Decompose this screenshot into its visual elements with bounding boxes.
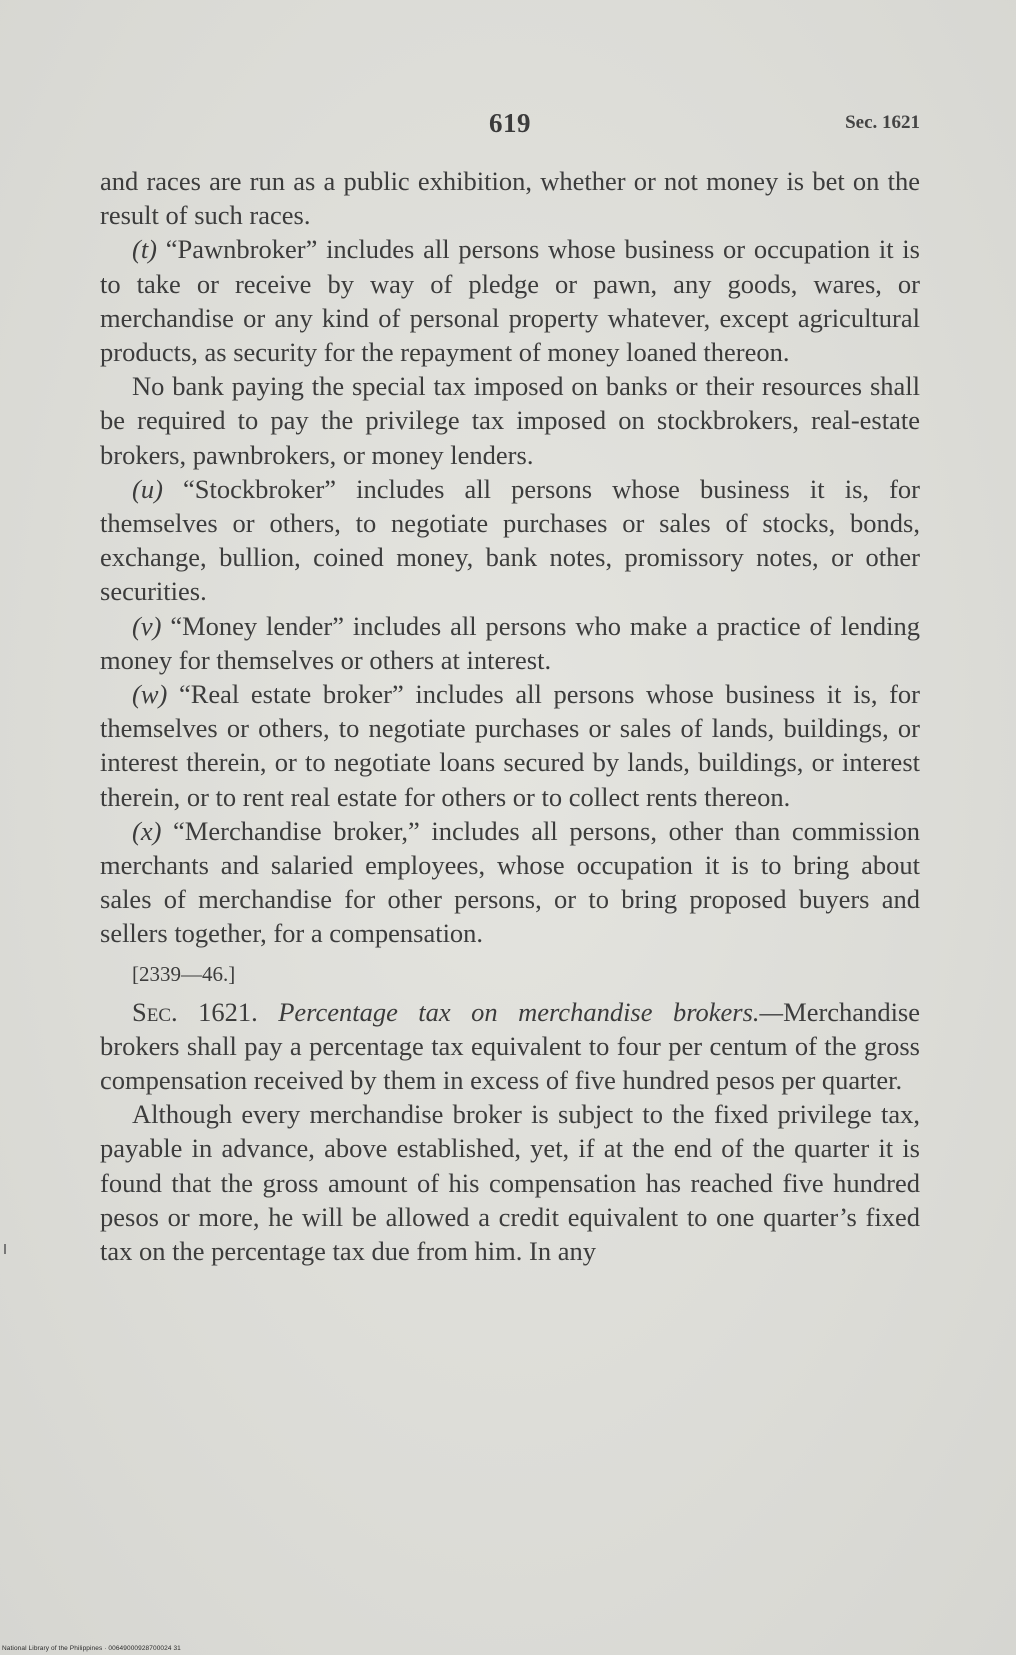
- item-label: (u): [132, 473, 163, 504]
- item-label: (x): [132, 815, 162, 846]
- paragraph-text: No bank paying the special tax imposed on banks or their resources shall be required to pay the privilege tax imposed on stockbrokers, real-estate brokers, pawnbrokers, or money lenders.: [100, 371, 920, 470]
- definition-merchandise-broker: [100, 814, 920, 951]
- section-title: Percentage tax on merchandise brokers.—: [278, 996, 784, 1027]
- paragraph-text: and races are run as a public exhibition, whether or not money is bet on the result of such races.: [100, 166, 920, 231]
- item-label: (w): [132, 679, 168, 710]
- definition-pawnbroker: [100, 232, 920, 369]
- section-text: Merchandise brokers shall pay a percentage tax equivalent to four per centum of the gross compensation received by them in excess of five hundred pesos per quarter.: [100, 996, 921, 1096]
- paragraph-continuation: [100, 164, 920, 232]
- definition-real-estate-broker: [100, 677, 920, 814]
- definition-money-lender: [100, 609, 920, 677]
- paragraph-text: “Money lender” includes all persons who make a practice of lending money for themselves or others at interest.: [100, 610, 920, 675]
- final-paragraph: [100, 1097, 920, 1268]
- paragraph-text: “Real estate broker” includes all persons whose business it is, for themselves or others, to negotiate purchases or sales of lands, buildings, or interest therein, or to negotiate loans secured by lands, buildings, or interest therein, or to rent real estate for others or to collect rents thereon.: [100, 679, 920, 812]
- scan-footer-credit: National Library of the Philippines · 00649000928700024 31: [2, 1645, 181, 1652]
- section-number: 1621.: [177, 996, 279, 1027]
- item-label: (t): [132, 234, 158, 265]
- scan-margin-mark: [4, 1244, 6, 1254]
- section-1621: [100, 995, 920, 1098]
- paragraph-text: “Merchandise broker,” includes all persons, other than commission merchants and salaried employees, whose occupation it is to bring about sales of merchandise for other persons, or to bring proposed buyers and sellers together, for a compensation.: [100, 815, 920, 949]
- definition-stockbroker: [100, 472, 920, 609]
- paragraph-text: “Stockbroker” includes all persons whose business it is, for themselves or others, to negotiate purchases or sales of stocks, bonds, exchange, bullion, coined money, bank notes, promissory notes, or other securities.: [100, 473, 920, 607]
- page-number: 619: [489, 108, 531, 138]
- body-text: [100, 164, 920, 1268]
- page-header: [100, 108, 920, 148]
- paragraph-text: “Pawnbroker” includes all persons whose business or occupation it is to take or receive by way of pledge or pawn, any goods, wares, or merchandise or any kind of personal property whatever, except agricultural products, as security for the repayment of money loaned thereon.: [100, 234, 920, 368]
- running-section-reference: Sec. 1621: [845, 112, 920, 133]
- bank-exemption-paragraph: [100, 369, 920, 472]
- section-prefix: Sec.: [132, 996, 178, 1027]
- source-citation: [2339—46.]: [132, 961, 236, 986]
- item-label: (v): [132, 610, 162, 641]
- paragraph-text: Although every merchandise broker is subject to the fixed privilege tax, payable in advance, above established, yet, if at the end of the quarter it is found that the gross amount of his compensation has reached five hundred pesos or more, he will be allowed a credit equivalent to one quarter’s fixed tax on the percentage tax due from him. In any: [100, 1099, 920, 1267]
